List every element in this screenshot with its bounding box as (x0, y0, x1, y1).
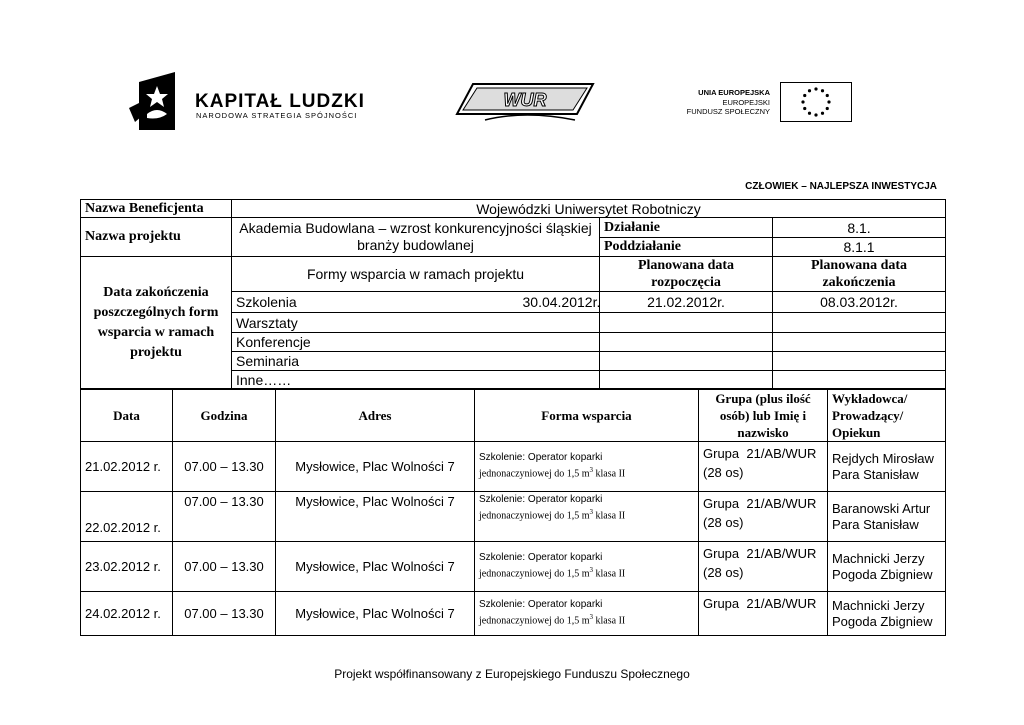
row-adres: Mysłowice, Plac Wolności 7 (276, 442, 475, 492)
row-wykladowca (828, 492, 946, 542)
form-name: Szkolenia (236, 294, 297, 310)
eu-star-icon (808, 112, 811, 115)
grupa-line1: Grupa 21/AB/WUR (703, 546, 817, 561)
row-data: 23.02.2012 r. (81, 542, 173, 592)
form-end-plan (773, 333, 946, 352)
grupa-line1: Grupa 21/AB/WUR (703, 496, 817, 511)
data-zakonczenia-label: Data zakończenia poszczególnych form wsparcia w ramach projektu (81, 257, 232, 389)
wyk-line1: Machnicki Jerzy (832, 597, 925, 613)
schedule-row (81, 542, 946, 592)
grupa-line2: (28 os) (703, 515, 744, 530)
eu-star-icon (826, 107, 829, 110)
forma-text-a: jednonaczyniowej do 1,5 m (479, 568, 590, 580)
wyk-line1: Rejdych Mirosław (832, 450, 934, 466)
form-start-plan (600, 352, 773, 371)
kl-title: KAPITAŁ LUDZKI (195, 91, 365, 112)
eu-star-icon (808, 89, 811, 92)
projekt-label: Nazwa projektu (81, 218, 232, 257)
ue-text (640, 88, 770, 117)
eu-star-icon (821, 89, 824, 92)
forma-text-a: jednonaczyniowej do 1,5 m (479, 468, 590, 480)
eu-star-icon (821, 112, 824, 115)
row-godzina: 07.00 – 13.30 (173, 542, 276, 592)
dzialanie-value: 8.1. (773, 218, 946, 238)
plan-end-label: Planowana data zakończenia (773, 257, 946, 292)
row-wykladowca (828, 542, 946, 592)
wyk-line2: Pogoda Zbigniew (832, 566, 933, 582)
forma-line1: Szkolenie: Operator koparki (479, 552, 603, 564)
poddzialanie-label: Poddziałanie (600, 238, 773, 257)
col-godzina: Godzina (173, 390, 276, 442)
forma-line2 (479, 611, 694, 627)
ue-line1: UNIA EUROPEJSKA (698, 88, 770, 97)
footer-text: Projekt współfinansowany z Europejskiego Funduszu Społecznego (334, 667, 690, 681)
wyk-line2: Para Stanisław (832, 516, 919, 532)
row-adres: Mysłowice, Plac Wolności 7 (276, 542, 475, 592)
forma-line1: Szkolenie: Operator koparki (479, 452, 603, 464)
forma-line2 (479, 464, 694, 480)
grupa-line1: Grupa 21/AB/WUR (703, 446, 817, 461)
form-name: Konferencje (232, 333, 600, 352)
form-end-plan (773, 371, 946, 389)
row-forma (475, 442, 699, 492)
row-godzina: 07.00 – 13.30 (173, 592, 276, 636)
row-adres: Mysłowice, Plac Wolności 7 (276, 492, 475, 542)
schedule-row (81, 492, 946, 542)
kl-subtitle: NARODOWA STRATEGIA SPÓJNOŚCI (196, 111, 358, 120)
poddzialanie-value: 8.1.1 (773, 238, 946, 257)
forma-text-b: klasa II (593, 568, 626, 580)
wyk-line2: Para Stanisław (832, 466, 919, 482)
grupa-line1: Grupa 21/AB/WUR (703, 596, 817, 611)
forma-text-a: jednonaczyniowej do 1,5 m (479, 615, 590, 627)
wyk-line2: Pogoda Zbigniew (832, 613, 933, 629)
row-forma (475, 542, 699, 592)
forma-sup: 3 (589, 566, 594, 575)
row-wykladowca (828, 442, 946, 492)
eu-star-icon (803, 107, 806, 110)
col-forma: Forma wsparcia (475, 390, 699, 442)
schedule-row (81, 442, 946, 492)
col-grupa: Grupa (plus ilość osób) lub Imię i nazwisko (699, 390, 828, 442)
eu-flag-icon (780, 82, 852, 122)
schedule-table (80, 389, 946, 636)
eu-star-icon (827, 100, 830, 103)
ue-line2: EUROPEJSKI (722, 97, 770, 107)
form-end-plan (773, 352, 946, 371)
grupa-line2: (28 os) (703, 465, 744, 480)
forma-sup: 3 (589, 508, 594, 516)
col-adres: Adres (276, 390, 475, 442)
row-grupa (699, 592, 828, 636)
form-start-plan (600, 371, 773, 389)
row-grupa (699, 442, 828, 492)
row-godzina: 07.00 – 13.30 (173, 492, 276, 542)
form-name: Warsztaty (232, 313, 600, 333)
form-name: Inne…… (232, 371, 600, 389)
row-wykladowca (828, 592, 946, 636)
form-end: 30.04.2012r. (522, 294, 601, 310)
form-end-plan: 08.03.2012r. (773, 292, 946, 313)
schedule-header-row (81, 390, 946, 442)
form-start-plan (600, 313, 773, 333)
forma-text-b: klasa II (593, 468, 626, 480)
forma-line1: Szkolenie: Operator koparki (479, 494, 603, 505)
ue-line3: FUNDUSZ SPOŁECZNY (686, 107, 770, 116)
forma-sup: 3 (589, 466, 594, 475)
forma-sup: 3 (589, 613, 594, 622)
beneficjent-value: Wojewódzki Uniwersytet Robotniczy (232, 200, 946, 218)
wur-logo (455, 80, 595, 122)
forma-line2 (479, 506, 694, 522)
grupa-line2: (28 os) (703, 565, 744, 580)
form-name: Seminaria (232, 352, 600, 371)
motto: CZŁOWIEK – NAJLEPSZA INWESTYCJA (745, 181, 937, 192)
row-data: 22.02.2012 r. (81, 492, 173, 542)
row-adres: Mysłowice, Plac Wolności 7 (276, 592, 475, 636)
eu-star-icon (803, 94, 806, 97)
beneficjent-label: Nazwa Beneficjenta (81, 200, 232, 218)
col-wykladowca: Wykładowca/ Prowadzący/ Opiekun (828, 390, 946, 442)
wyk-line1: Baranowski Artur (832, 500, 931, 516)
plan-start-label: Planowana data rozpoczęcia (600, 257, 773, 292)
row-forma (475, 592, 699, 636)
projekt-value: Akademia Budowlana – wzrost konkurencyjności śląskiej branży budowlanej (232, 218, 600, 257)
row-grupa (699, 542, 828, 592)
eu-star-icon (814, 113, 817, 116)
row-data: 21.02.2012 r. (81, 442, 173, 492)
dzialanie-label: Działanie (600, 218, 773, 238)
row-forma (475, 492, 699, 542)
form-name-cell (232, 292, 600, 313)
eu-star-icon (814, 87, 817, 90)
eu-star-icon (801, 100, 804, 103)
forma-text-b: klasa II (593, 615, 626, 627)
wur-logo-text: WUR (503, 90, 547, 110)
wyk-line1: Machnicki Jerzy (832, 550, 925, 566)
row-grupa (699, 492, 828, 542)
eu-star-icon (826, 94, 829, 97)
form-start-plan (600, 333, 773, 352)
row-data: 24.02.2012 r. (81, 592, 173, 636)
forma-text-a: jednonaczyniowej do 1,5 m (479, 510, 590, 522)
form-end-plan (773, 313, 946, 333)
project-info-table (80, 199, 946, 389)
forma-line1: Szkolenie: Operator koparki (479, 599, 603, 611)
row-godzina: 07.00 – 13.30 (173, 442, 276, 492)
forma-line2 (479, 564, 694, 580)
forma-text-b: klasa II (593, 510, 626, 522)
formy-label: Formy wsparcia w ramach projektu (232, 257, 600, 292)
schedule-row (81, 592, 946, 636)
col-data: Data (81, 390, 173, 442)
form-start-plan: 21.02.2012r. (600, 292, 773, 313)
